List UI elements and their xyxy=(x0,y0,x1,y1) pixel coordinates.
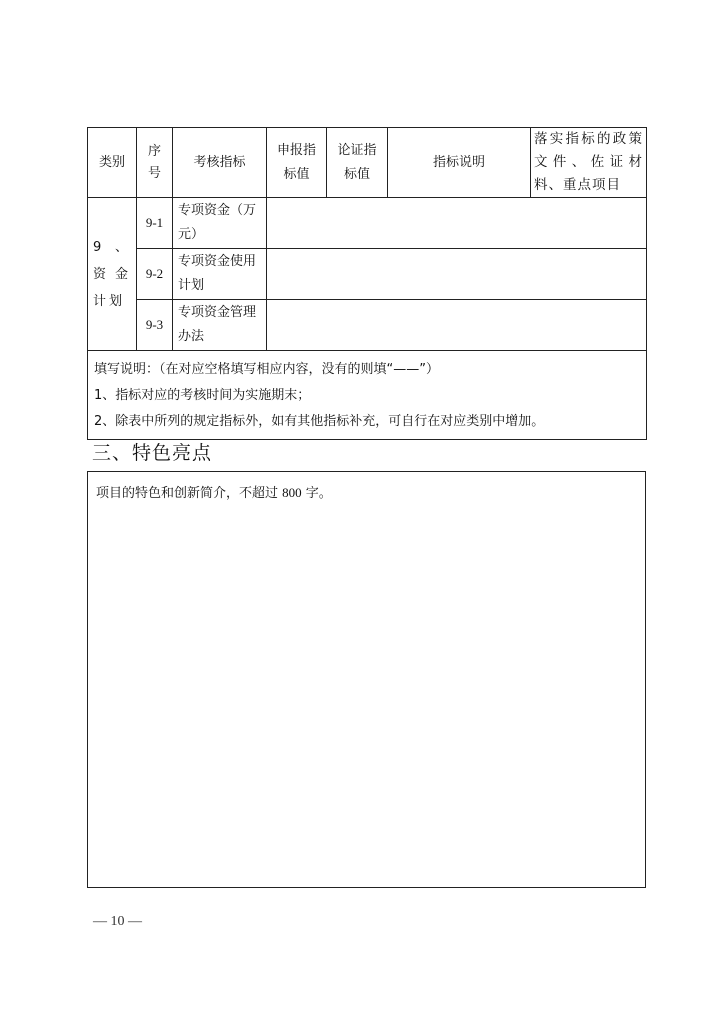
row-indicator: 专项资金（万元） xyxy=(173,198,267,249)
category-cell: 9、资金计划 xyxy=(88,198,137,351)
section-title: 三、特色亮点 xyxy=(92,442,213,464)
header-verified: 论证指标值 xyxy=(327,128,388,198)
row-seq: 9-1 xyxy=(137,198,173,249)
row-seq: 9-3 xyxy=(137,300,173,351)
fill-instructions xyxy=(88,351,647,440)
header-indicator: 考核指标 xyxy=(173,128,267,198)
table-header-row xyxy=(88,128,647,198)
row-indicator: 专项资金管理办法 xyxy=(173,300,267,351)
instructions-line: 2、除表中所列的规定指标外，如有其他指标补充，可自行在对应类别中增加。 xyxy=(94,414,545,429)
row-value-cell[interactable] xyxy=(267,300,647,351)
row-indicator: 专项资金使用计划 xyxy=(173,249,267,300)
header-description: 指标说明 xyxy=(388,128,531,198)
row-seq: 9-2 xyxy=(137,249,173,300)
page-number: — 10 — xyxy=(93,914,142,929)
fill-instructions-row xyxy=(88,351,647,440)
highlights-text-area[interactable] xyxy=(87,471,646,888)
table-row xyxy=(88,249,647,300)
table-row xyxy=(88,300,647,351)
row-value-cell[interactable] xyxy=(267,198,647,249)
header-policy: 落实指标的政策文件、佐证材料、重点项目 xyxy=(531,128,647,198)
indicator-table xyxy=(87,127,647,440)
instructions-title: 填写说明：（在对应空格填写相应内容，没有的则填“——”） xyxy=(94,362,439,377)
highlights-prompt: 项目的特色和创新简介，不超过 800 字。 xyxy=(96,485,332,501)
header-declared: 申报指标值 xyxy=(267,128,327,198)
row-value-cell[interactable] xyxy=(267,249,647,300)
header-category: 类别 xyxy=(88,128,137,198)
instructions-line: 1、指标对应的考核时间为实施期末； xyxy=(94,388,311,403)
table-row xyxy=(88,198,647,249)
header-seq: 序号 xyxy=(137,128,173,198)
